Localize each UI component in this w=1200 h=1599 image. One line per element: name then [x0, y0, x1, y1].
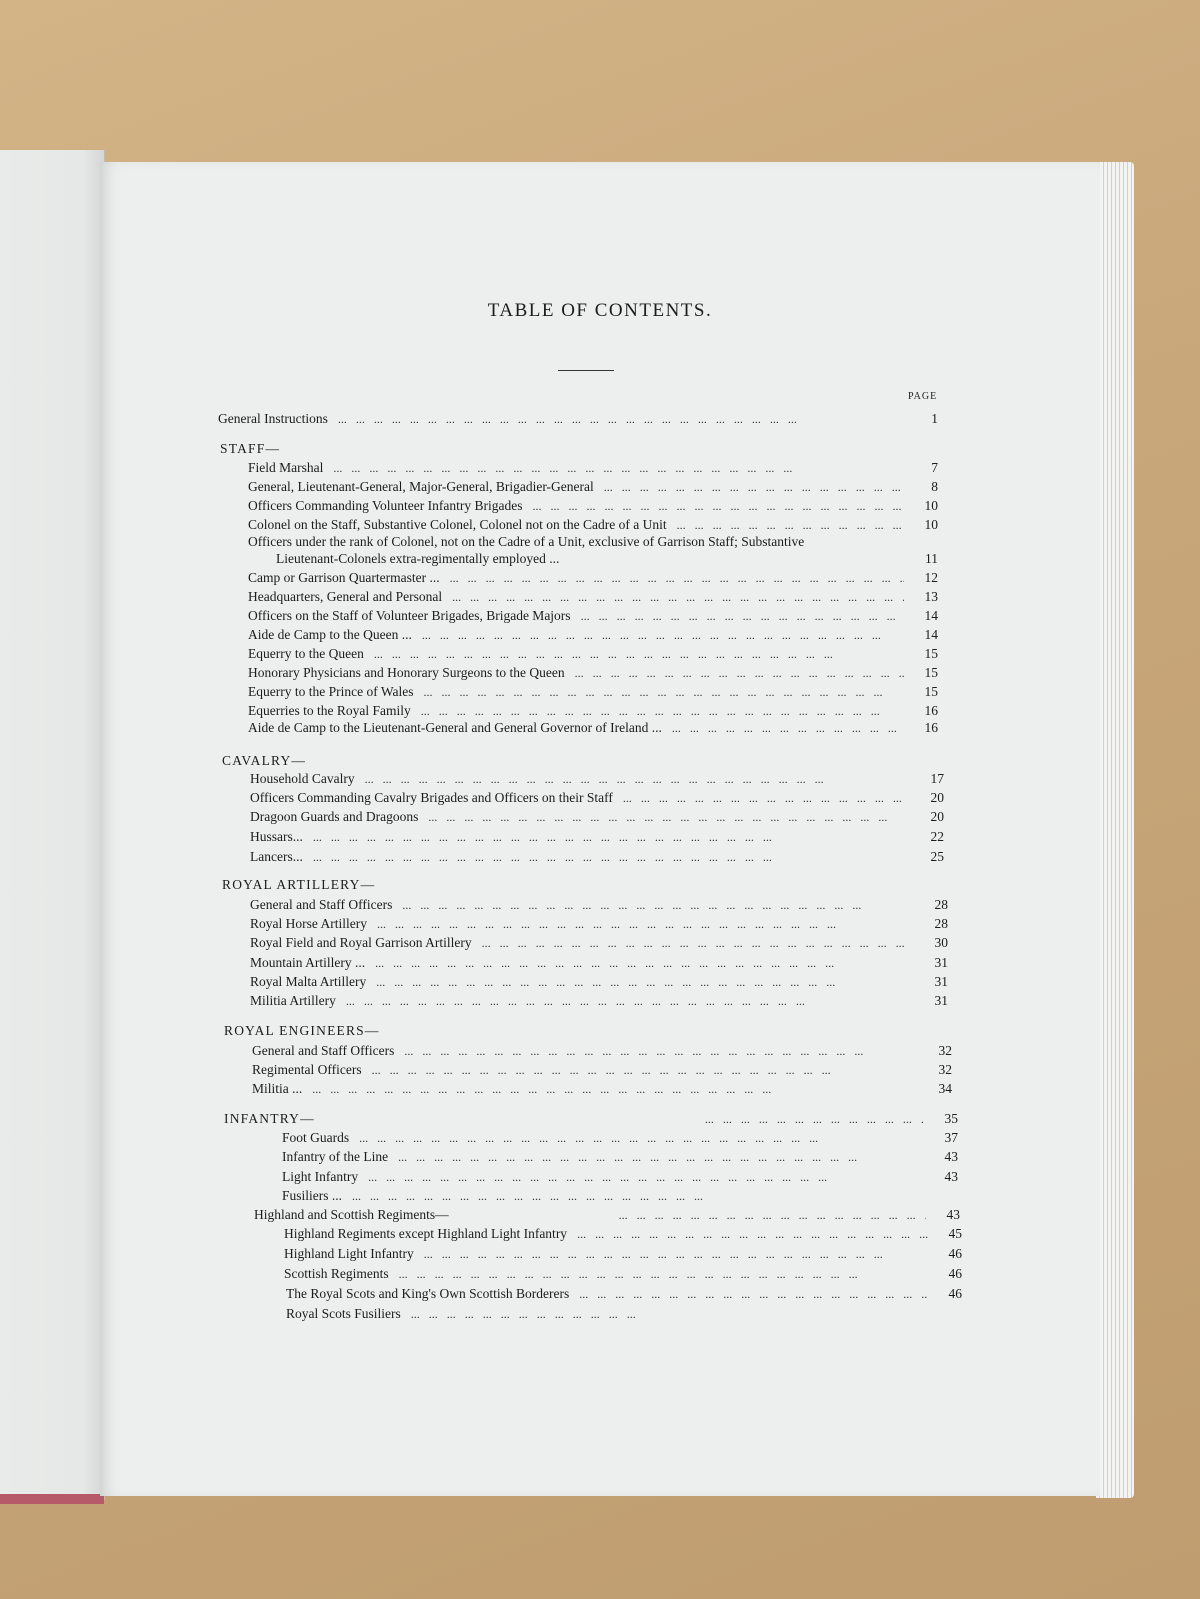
toc-entry-page: 35 — [944, 1111, 958, 1126]
toc-entry-label: Dragoon Guards and Dragoons — [250, 809, 419, 824]
toc-entry-page: 43 — [944, 1169, 958, 1184]
leader-dots — [623, 789, 910, 807]
toc-entry[interactable] — [248, 588, 938, 606]
leader-dots — [452, 588, 904, 606]
contents-page — [100, 162, 1100, 1496]
leader-dots — [411, 1305, 640, 1323]
toc-entry-page: 46 — [948, 1246, 962, 1261]
toc-entry-page: 1 — [931, 411, 938, 426]
toc-entry-page: 8 — [931, 479, 938, 494]
leader-dots — [579, 1285, 928, 1303]
toc-entry[interactable] — [250, 770, 944, 788]
toc-entry[interactable] — [282, 1187, 712, 1205]
toc-entry[interactable] — [286, 1285, 962, 1303]
toc-entry-label: General, Lieutenant-General, Major-General, Brigadier-General — [248, 479, 594, 494]
toc-entry-page: 10 — [924, 517, 938, 532]
leader-dots — [375, 954, 914, 972]
leader-dots — [577, 1225, 928, 1243]
toc-entry[interactable] — [286, 1305, 646, 1323]
page-column-label: PAGE — [908, 391, 938, 402]
leader-dots — [672, 719, 904, 737]
leader-dots — [402, 896, 914, 914]
toc-entry[interactable] — [250, 992, 948, 1010]
toc-entry[interactable] — [282, 1168, 958, 1186]
toc-entry-label: Royal Field and Royal Garrison Artillery — [250, 935, 472, 950]
leader-dots — [374, 645, 904, 663]
toc-entry-label: Royal Scots Fusiliers — [286, 1306, 401, 1321]
toc-entry[interactable] — [252, 1061, 952, 1079]
leader-dots — [619, 1206, 926, 1224]
toc-section-infantry[interactable] — [224, 1110, 958, 1128]
toc-entry[interactable] — [250, 896, 948, 914]
toc-entry[interactable] — [248, 569, 938, 587]
toc-entry-label: Fusiliers ... — [282, 1188, 343, 1203]
toc-entry-page: 15 — [924, 646, 938, 661]
leader-dots — [333, 459, 904, 477]
toc-entry[interactable] — [218, 410, 938, 428]
toc-entry[interactable] — [248, 607, 938, 625]
toc-entry-page: 13 — [924, 589, 938, 604]
leader-dots — [365, 770, 910, 788]
toc-entry-label: Equerry to the Queen — [248, 646, 364, 661]
leader-dots — [581, 607, 904, 625]
toc-entry[interactable] — [284, 1245, 962, 1263]
toc-entry-label: Regimental Officers — [252, 1062, 362, 1077]
toc-entry[interactable] — [250, 934, 948, 952]
leader-dots — [482, 934, 914, 952]
toc-entry-page: 15 — [924, 665, 938, 680]
toc-entry[interactable] — [284, 1265, 962, 1283]
toc-entry-label: Militia Artillery — [250, 993, 336, 1008]
toc-entry-page: 31 — [934, 974, 948, 989]
toc-entry[interactable] — [252, 1042, 952, 1060]
toc-entry[interactable] — [282, 1129, 958, 1147]
toc-entry-page: 43 — [946, 1207, 960, 1222]
toc-entry-page: 31 — [934, 993, 948, 1008]
toc-entry[interactable] — [248, 719, 938, 737]
leader-dots — [428, 808, 910, 826]
subsection-heading-highland: Highland and Scottish Regiments— — [254, 1207, 449, 1222]
toc-entry-label: Infantry of the Line — [282, 1149, 389, 1164]
toc-entry-label: Headquarters, General and Personal — [248, 589, 443, 604]
toc-entry-label: Officers on the Staff of Volunteer Brigades, Brigade Majors — [248, 608, 571, 623]
toc-entry-label: Mountain Artillery ... — [250, 955, 366, 970]
toc-entry-label: Officers Commanding Volunteer Infantry Brigades — [248, 498, 523, 513]
section-heading-infantry: INFANTRY— — [224, 1111, 315, 1126]
toc-entry-page: 25 — [930, 849, 944, 864]
toc-entry[interactable] — [248, 497, 938, 515]
toc-entry[interactable] — [248, 516, 938, 534]
leader-dots — [604, 478, 904, 496]
toc-entry-page: 43 — [944, 1149, 958, 1164]
leader-dots — [575, 664, 904, 682]
leader-dots — [398, 1148, 924, 1166]
toc-entry-page: 37 — [944, 1130, 958, 1145]
toc-entry[interactable] — [248, 683, 938, 701]
toc-entry-page: 15 — [924, 684, 938, 699]
toc-entry[interactable] — [250, 954, 948, 972]
toc-entry[interactable] — [250, 789, 944, 807]
toc-entry-label: Equerry to the Prince of Wales — [248, 684, 414, 699]
toc-entry-page: 32 — [938, 1043, 952, 1058]
leader-dots — [338, 410, 904, 428]
toc-entry-label: Scottish Regiments — [284, 1266, 389, 1281]
toc-entry-label: Aide de Camp to the Queen ... — [248, 627, 412, 642]
leader-dots — [450, 569, 904, 587]
leader-dots — [352, 1187, 706, 1205]
toc-entry-page: 28 — [934, 916, 948, 931]
toc-entry-label: General and Staff Officers — [250, 897, 393, 912]
toc-entry-page: 28 — [934, 897, 948, 912]
toc-entry-label: Royal Horse Artillery — [250, 916, 367, 931]
section-heading-royal-artillery: ROYAL ARTILLERY— — [222, 877, 376, 892]
leader-dots — [399, 1265, 928, 1283]
leader-dots — [422, 626, 904, 644]
section-heading-staff: STAFF— — [220, 441, 281, 456]
toc-entry[interactable] — [252, 1080, 952, 1098]
toc-entry[interactable] — [250, 808, 944, 826]
toc-entry-page: 16 — [924, 720, 938, 735]
toc-entry-label: Household Cavalry — [250, 771, 355, 786]
toc-entry-label: Honorary Physicians and Honorary Surgeons to the Queen — [248, 665, 565, 680]
toc-entry-label: Militia ... — [252, 1081, 303, 1096]
leader-dots — [424, 683, 905, 701]
toc-entry-page: 46 — [948, 1266, 962, 1281]
toc-entry-label: Royal Malta Artillery — [250, 974, 367, 989]
toc-entry-page: 45 — [948, 1226, 962, 1241]
toc-entry-page: 32 — [938, 1062, 952, 1077]
toc-entry[interactable] — [284, 1225, 962, 1243]
toc-entry-label: Highland Regiments except Highland Light Infantry — [284, 1226, 568, 1241]
leader-dots — [313, 828, 910, 846]
toc-entry-label: Lancers... — [250, 849, 303, 864]
toc-entry-page: 11 — [925, 551, 938, 566]
toc-entry[interactable] — [250, 973, 948, 991]
leader-dots — [404, 1042, 918, 1060]
toc-entry-label: Aide de Camp to the Lieutenant-General and General Governor of Ireland ... — [248, 720, 662, 735]
toc-entry-label: Camp or Garrison Quartermaster ... — [248, 570, 440, 585]
toc-entry[interactable] — [248, 478, 938, 496]
toc-entry-label: Highland Light Infantry — [284, 1246, 414, 1261]
toc-entry[interactable] — [248, 702, 938, 720]
toc-entry-label: General and Staff Officers — [252, 1043, 395, 1058]
toc-entry-page: 14 — [924, 627, 938, 642]
toc-entry[interactable] — [250, 828, 944, 846]
leader-dots — [705, 1110, 924, 1128]
toc-entry-label: Colonel on the Staff, Substantive Colonel, Colonel not on the Cadre of a Unit — [248, 517, 667, 532]
toc-entry-page: 7 — [931, 460, 938, 475]
toc-entry-page: 20 — [930, 790, 944, 805]
toc-entry-label: The Royal Scots and King's Own Scottish Borderers — [286, 1286, 570, 1301]
toc-entry-page: 31 — [934, 955, 948, 970]
toc-entry[interactable] — [248, 533, 938, 567]
section-heading-cavalry: CAVALRY— — [222, 753, 307, 768]
leader-dots — [376, 973, 914, 991]
page-title: TABLE OF CONTENTS. — [487, 300, 713, 321]
toc-subsection-highland[interactable] — [254, 1206, 960, 1224]
leader-dots — [359, 1129, 924, 1147]
toc-entry-label: Light Infantry — [282, 1169, 359, 1184]
leader-dots — [372, 1061, 918, 1079]
toc-entry-page: 20 — [930, 809, 944, 824]
leader-dots — [346, 992, 914, 1010]
leader-dots — [368, 1168, 924, 1186]
leader-dots — [313, 848, 910, 866]
toc-entry-label: Hussars... — [250, 829, 303, 844]
toc-entry-page: 16 — [924, 703, 938, 718]
toc-entry[interactable] — [248, 626, 938, 644]
toc-entry-page: 17 — [930, 771, 944, 786]
toc-entry[interactable] — [248, 459, 938, 477]
toc-entry[interactable] — [250, 915, 948, 933]
leader-dots — [424, 1245, 928, 1263]
leader-dots — [377, 915, 914, 933]
toc-entry-label-continued: Lieutenant-Colonels extra-regimentally employed ... — [276, 551, 560, 566]
table-of-contents — [100, 162, 1100, 1496]
toc-entry[interactable] — [250, 848, 944, 866]
leader-dots — [312, 1080, 918, 1098]
leader-dots — [677, 516, 904, 534]
leader-dots — [421, 702, 904, 720]
toc-entry-page: 30 — [934, 935, 948, 950]
toc-entry-label: Officers Commanding Cavalry Brigades and Officers on their Staff — [250, 790, 613, 805]
toc-entry-page: 10 — [924, 498, 938, 513]
toc-entry-page: 14 — [924, 608, 938, 623]
toc-entry-page: 46 — [948, 1286, 962, 1301]
page-stack — [1096, 162, 1134, 1498]
toc-entry-page: 34 — [938, 1081, 952, 1096]
toc-entry-label: Field Marshal — [248, 460, 324, 475]
toc-entry-label: General Instructions — [218, 411, 328, 426]
toc-entry[interactable] — [248, 664, 938, 682]
left-page — [0, 150, 105, 1500]
toc-entry-label: Equerries to the Royal Family — [248, 703, 411, 718]
toc-entry-label: Foot Guards — [282, 1130, 350, 1145]
book-cover-edge — [0, 1494, 104, 1504]
toc-entry[interactable] — [248, 645, 938, 663]
section-heading-royal-engineers: ROYAL ENGINEERS— — [224, 1023, 380, 1038]
toc-entry-label: Officers under the rank of Colonel, not on the Cadre of a Unit, exclusive of Garrison Staff; Substantive — [248, 534, 805, 549]
toc-entry-page: 22 — [930, 829, 944, 844]
toc-entry-page: 12 — [924, 570, 938, 585]
leader-dots — [532, 497, 904, 515]
toc-entry[interactable] — [282, 1148, 958, 1166]
